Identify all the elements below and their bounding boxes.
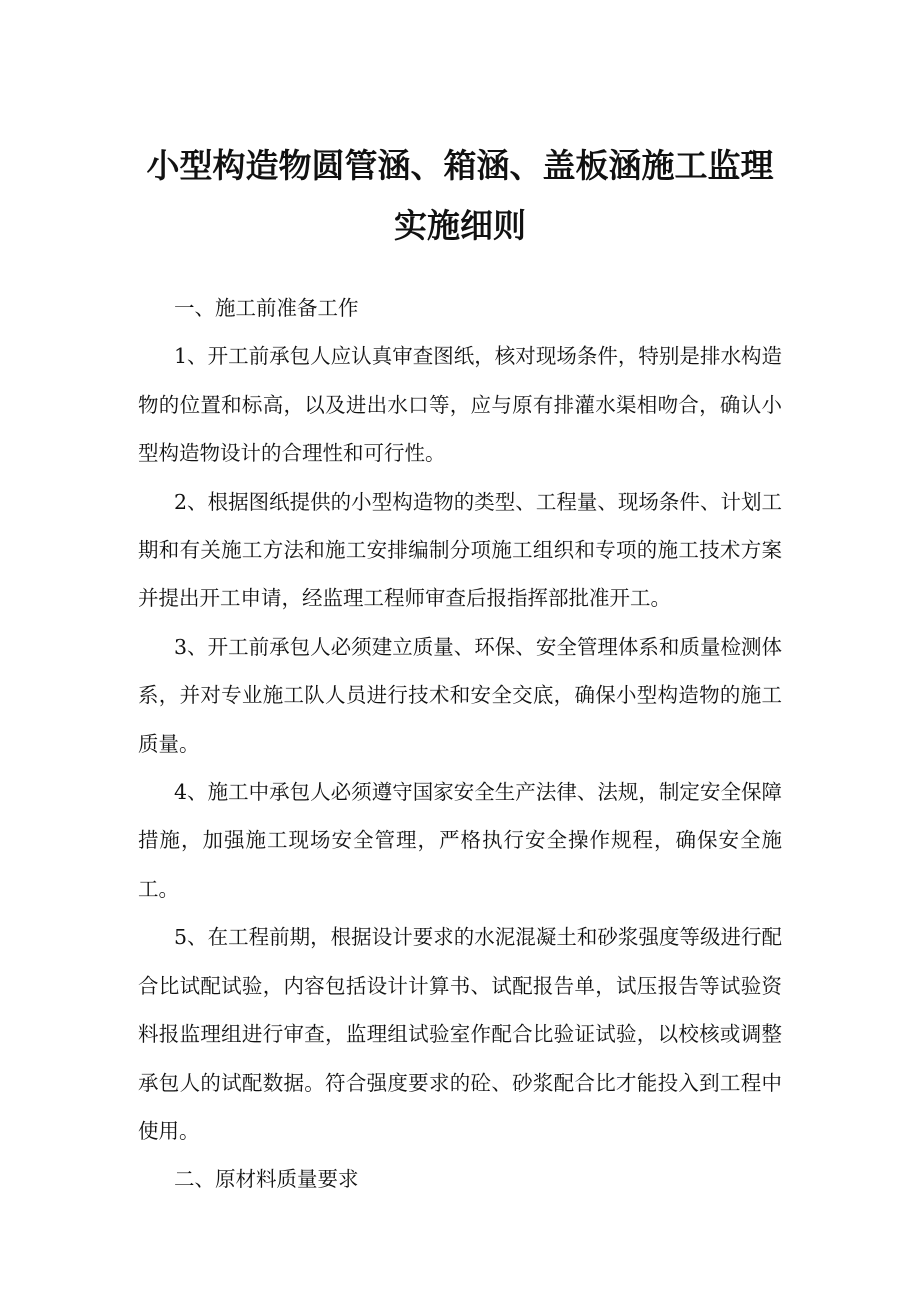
section-heading-2: 二、原材料质量要求 <box>174 1167 359 1192</box>
paragraph-4: 4、施工中承包人必须遵守国家安全生产法律、法规，制定安全保障措施，加强施工现场安全管理，严格执行安全操作规程，确保安全施工。 <box>138 780 782 901</box>
paragraph-3: 3、开工前承包人必须建立质量、环保、安全管理体系和质量检测体系，并对专业施工队人员进行技术和安全交底，确保小型构造物的施工质量。 <box>138 634 782 756</box>
paragraph-5: 5、在工程前期，根据设计要求的水泥混凝土和砂浆强度等级进行配合比试配试验，内容包括设计计算书、试配报告单，试压报告等试验资料报监理组进行审查，监理组试验室作配合比验证试验，以校核或调整承包人的试配数据。符合强度要求的砼、砂浆配合比才能投入到工程中使用。 <box>138 925 782 1143</box>
paragraph-2: 2、根据图纸提供的小型构造物的类型、工程量、现场条件、计划工期和有关施工方法和施工安排编制分项施工组织和专项的施工技术方案并提出开工申请，经监理工程师审查后报指挥部批准开工。 <box>138 489 782 611</box>
section-heading-1: 一、施工前准备工作 <box>174 296 359 320</box>
document-title-line-1: 小型构造物圆管涵、箱涵、盖板涵施工监理 <box>146 146 774 185</box>
document-body <box>138 284 782 1204</box>
paragraph-1: 1、开工前承包人应认真审查图纸，核对现场条件，特别是排水构造物的位置和标高，以及进出水口等，应与原有排灌水渠相吻合，确认小型构造物设计的合理性和可行性。 <box>138 344 782 466</box>
document-title-line-2: 实施细则 <box>394 206 526 245</box>
